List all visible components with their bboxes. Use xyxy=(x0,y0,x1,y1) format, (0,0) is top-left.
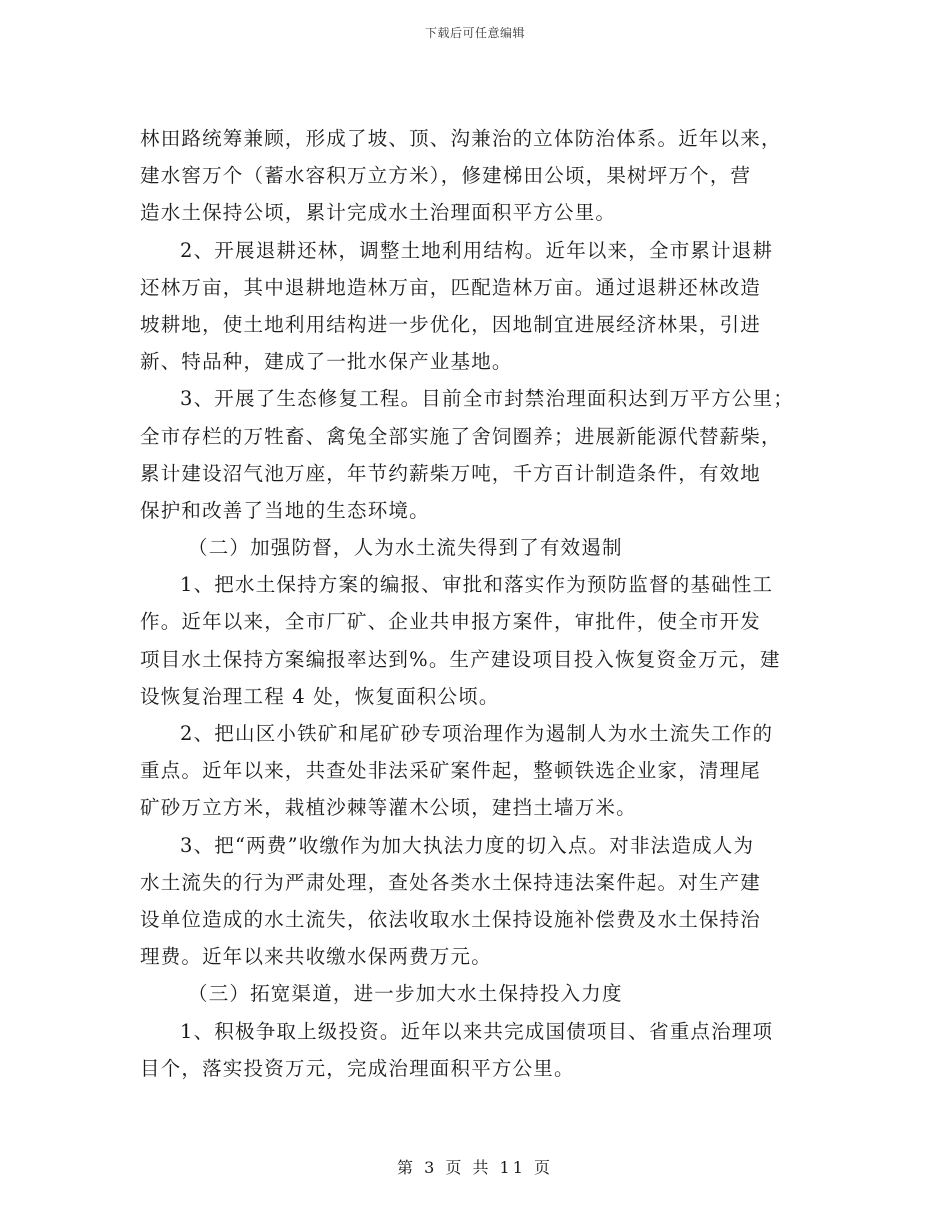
text-line: 还林万亩，其中退耕地造林万亩，匹配造林万亩。通过退耕还林改造 xyxy=(140,275,762,299)
text-line: 林田路统筹兼顾，形成了坡、顶、沟兼治的立体防治体系。近年以来， xyxy=(140,127,782,150)
text-line: 全市存栏的万牲畜、禽兔全部实施了舍饲圈养；进展新能源代替薪柴， xyxy=(140,424,782,448)
text-line: 新、特品种，建成了一批水保产业基地。 xyxy=(140,350,513,374)
text-line: 累计建设沼气池万座，年节约薪柴万吨，千方百计制造条件，有效地 xyxy=(140,461,762,485)
text-line: 作。近年以来，全市厂矿、企业共申报方案件，审批件，使全市开发 xyxy=(140,610,762,634)
page-footer: 第 3 页 共 11 页 xyxy=(397,1158,553,1177)
text-line: 造水土保持公顷，累计完成水土治理面积平方公里。 xyxy=(140,201,617,225)
text-line: 3、把“两费”收缴作为加大执法力度的切入点。对非法造成人为 xyxy=(180,833,755,857)
text-line: 理费。近年以来共收缴水保两费万元。 xyxy=(140,945,492,969)
text-line: 设恢复治理工程 4 处，恢复面积公顷。 xyxy=(140,684,500,708)
text-line: 目个，落实投资万元，完成治理面积平方公里。 xyxy=(140,1056,575,1080)
section-heading: （二）加强防督，人为水土流失得到了有效遏制 xyxy=(188,536,623,560)
text-line: 2、把山区小铁矿和尾矿砂专项治理作为遏制人为水土流失工作的 xyxy=(180,722,774,745)
text-line: 项目水土保持方案编报率达到%。生产建设项目投入恢复资金万元，建 xyxy=(140,647,781,671)
text-line: 矿砂万立方米，栽植沙棘等灌木公顷，建挡土墙万米。 xyxy=(140,796,637,820)
text-line: 1、积极争取上级投资。近年以来共完成国债项目、省重点治理项 xyxy=(180,1019,774,1043)
text-line: 坡耕地，使土地利用结构进一步优化，因地制宜进展经济林果，引进 xyxy=(140,312,762,336)
text-line: 水土流失的行为严肃处理，查处各类水土保持违法案件起。对生产建 xyxy=(140,870,762,894)
text-line: 设单位造成的水土流失，依法收取水土保持设施补偿费及水土保持治 xyxy=(140,907,762,931)
text-line: 3、开展了生态修复工程。目前全市封禁治理面积达到万平方公里； xyxy=(180,387,794,411)
text-line: 2、开展退耕还林，调整土地利用结构。近年以来，全市累计退耕 xyxy=(180,238,774,262)
text-line: 保护和改善了当地的生态环境。 xyxy=(140,498,430,522)
page-header: 下载后可任意编辑 xyxy=(424,26,525,40)
text-line: 重点。近年以来，共查处非法采矿案件起，整顿铁选企业家，清理尾 xyxy=(140,759,762,783)
section-heading: （三）拓宽渠道，进一步加大水土保持投入力度 xyxy=(188,982,623,1006)
text-line: 1、把水土保持方案的编报、审批和落实作为预防监督的基础性工 xyxy=(180,573,774,597)
text-line: 建水窖万个（蓄水容积万立方米），修建梯田公顷，果树坪万个，营 xyxy=(140,164,752,188)
document-body xyxy=(140,120,815,1087)
